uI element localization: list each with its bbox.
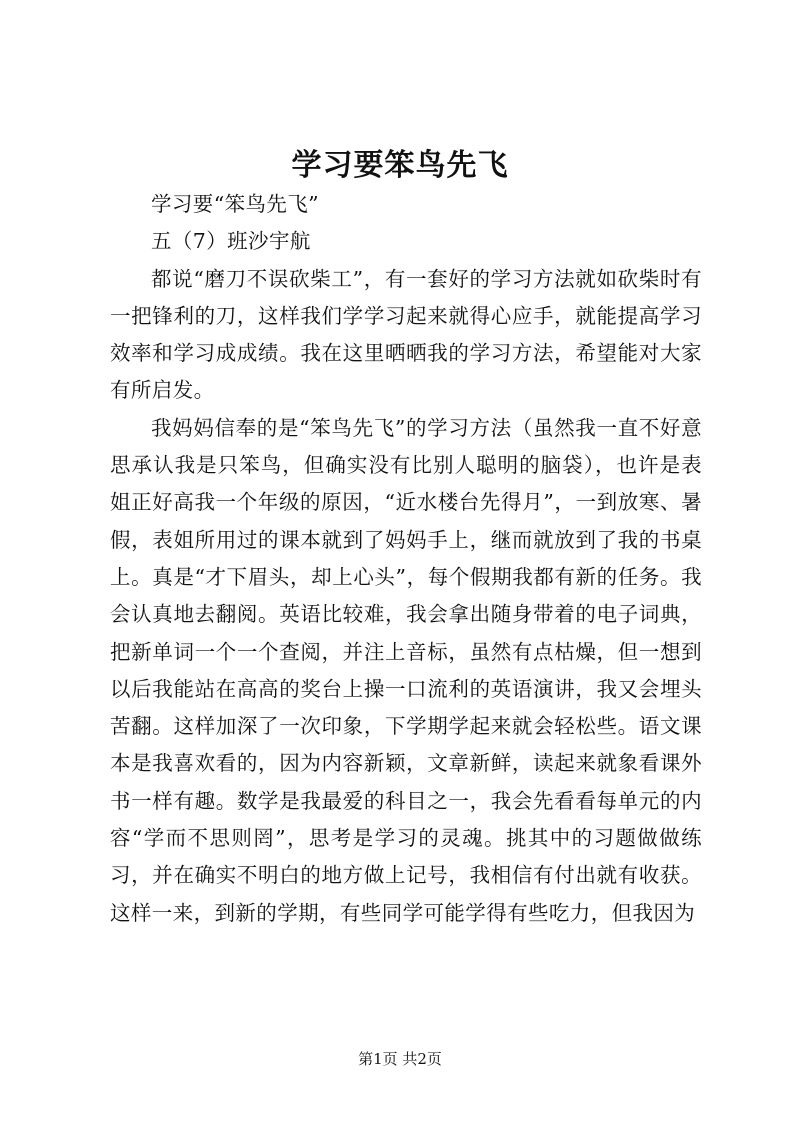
author-line: 五（7）班沙宇航	[151, 229, 311, 254]
body-paragraph: 我妈妈信奉的是“笨鸟先飞”的学习方法（虽然我一直不好意思承认我是只笨鸟，但确实没有比别人聪明的脑袋），也许是表姐正好高我一个年级的原因，“近水楼台先得月”，一到放寒、暑假，表姐所用过的课本就到了妈妈手上，继而就放到了我的书桌上。真是“才下眉头，却上心头”，每个假期我都有新的任务。我会认真地去翻阅。英语比较难，我会拿出随身带着的电子词典，把新单词一个一个查阅，并注上音标，虽然有点枯燥，但一想到以后我能站在高高的奖台上操一口流利的英语演讲，我又会埋头苦翻。这样加深了一次印象，下学期学起来就会轻松些。语文课本是我喜欢看的，因为内容新颖，文章新鲜，读起来就象看课外书一样有趣。数学是我最爱的科目之一，我会先看看每单元的内容“学而不思则罔”，思考是学习的灵魂。挑其中的习题做做练习，并在确实不明白的地方做上记号，我相信有付出就有收获。这样一来，到新的学期，有些同学可能学得有些吃力，但我因为	[110, 415, 702, 925]
essay-title-line: 学习要“笨鸟先飞”	[151, 192, 320, 216]
page-footer: 第1页 共2页	[358, 1050, 442, 1068]
document-body	[110, 186, 702, 932]
body-paragraph: 都说“磨刀不误砍柴工”，有一套好的学习方法就如砍柴时有一把锋利的刀，这样我们学学习起来就得心应手，就能提高学习效率和学习成成绩。我在这里晒晒我的学习方法，希望能对大家有所启发。	[110, 266, 702, 403]
document-title: 学习要笨鸟先飞	[291, 148, 509, 183]
